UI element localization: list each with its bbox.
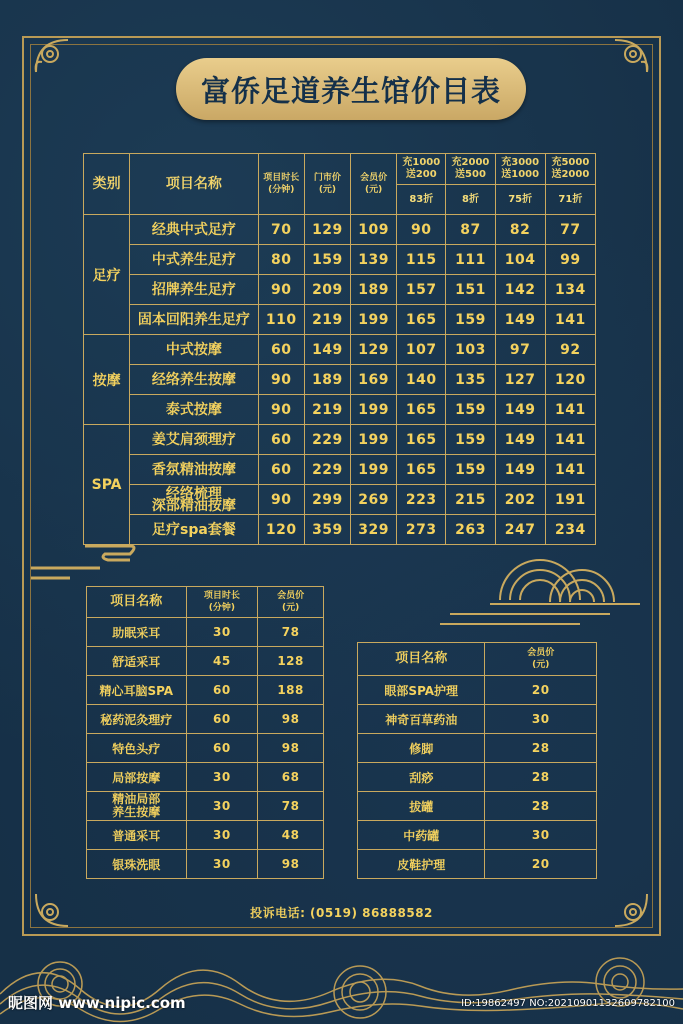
d3-cell: 104 (495, 245, 545, 275)
d4-cell: 234 (545, 515, 595, 545)
store-cell: 229 (304, 425, 350, 455)
table-row (358, 792, 597, 821)
member-cell: 28 (485, 792, 597, 821)
duration-cell: 30 (186, 763, 258, 792)
discount-83: 83折 (397, 185, 446, 215)
table-row (358, 850, 597, 879)
store-cell: 159 (304, 245, 350, 275)
duration-cell: 90 (258, 485, 304, 515)
d1-cell: 115 (397, 245, 446, 275)
member-cell: 269 (351, 485, 397, 515)
store-cell: 149 (304, 335, 350, 365)
item-name-cell: 中式养生足疗 (130, 245, 259, 275)
d2-cell: 111 (446, 245, 495, 275)
item-name-cell: 泰式按摩 (130, 395, 259, 425)
d3-cell: 247 (495, 515, 545, 545)
item-name-cell: 特色头疗 (87, 734, 187, 763)
member-cell: 188 (258, 676, 324, 705)
member-cell: 199 (351, 395, 397, 425)
table-row (84, 425, 596, 455)
table-row (87, 792, 324, 821)
item-name-cell: 中药罐 (358, 821, 485, 850)
duration-cell: 60 (186, 705, 258, 734)
d1-cell: 223 (397, 485, 446, 515)
d2-cell: 263 (446, 515, 495, 545)
page-title: 富侨足道养生馆价目表 (200, 73, 501, 108)
table-row (84, 245, 596, 275)
d4-cell: 92 (545, 335, 595, 365)
right-header-row (358, 643, 597, 676)
item-name-cell: 经络养生按摩 (130, 365, 259, 395)
d2-cell: 159 (446, 305, 495, 335)
member-cell: 30 (485, 821, 597, 850)
d3-cell: 149 (495, 305, 545, 335)
table-row (84, 335, 596, 365)
duration-cell: 90 (258, 365, 304, 395)
table-row (84, 515, 596, 545)
table-row (87, 705, 324, 734)
item-name-cell: 局部按摩 (87, 763, 187, 792)
member-cell: 20 (485, 850, 597, 879)
table-row (358, 705, 597, 734)
d4-cell: 141 (545, 425, 595, 455)
member-cell: 48 (258, 821, 324, 850)
duration-cell: 110 (258, 305, 304, 335)
header-store-price: 门市价 (元) (304, 154, 350, 215)
right-header-member: 会员价 (元) (485, 643, 597, 676)
corner-ornament-top-right-icon (605, 32, 655, 82)
d4-cell: 120 (545, 365, 595, 395)
store-cell: 219 (304, 395, 350, 425)
d3-cell: 202 (495, 485, 545, 515)
member-cell: 129 (351, 335, 397, 365)
left-header-member: 会员价 (元) (258, 587, 324, 618)
right-header-item: 项目名称 (358, 643, 485, 676)
header-member-price: 会员价 (元) (351, 154, 397, 215)
d3-cell: 127 (495, 365, 545, 395)
d1-cell: 165 (397, 395, 446, 425)
item-name-cell: 经络梳理 深部精油按摩 (130, 485, 259, 515)
d1-cell: 157 (397, 275, 446, 305)
item-name-cell: 招牌养生足疗 (130, 275, 259, 305)
left-header-duration: 项目时长 (分钟) (186, 587, 258, 618)
header-category: 类别 (84, 154, 130, 215)
duration-cell: 30 (186, 850, 258, 879)
d4-cell: 134 (545, 275, 595, 305)
member-cell: 68 (258, 763, 324, 792)
d3-cell: 149 (495, 425, 545, 455)
member-cell: 199 (351, 305, 397, 335)
member-cell: 28 (485, 734, 597, 763)
member-cell: 30 (485, 705, 597, 734)
header-row (84, 154, 596, 185)
item-name-cell: 精心耳脑SPA (87, 676, 187, 705)
duration-cell: 90 (258, 275, 304, 305)
member-cell: 189 (351, 275, 397, 305)
member-cell: 109 (351, 215, 397, 245)
title-banner (176, 58, 526, 120)
duration-cell: 30 (186, 792, 258, 821)
category-cell: 按摩 (84, 335, 130, 425)
table-row (84, 275, 596, 305)
header-recharge-1000: 充1000 送200 (397, 154, 446, 185)
header-item: 项目名称 (130, 154, 259, 215)
item-name-cell: 姜艾肩颈理疗 (130, 425, 259, 455)
complaint-phone: 投诉电话: (0519) 86888582 (250, 906, 433, 920)
category-cell: SPA (84, 425, 130, 545)
table-row (358, 734, 597, 763)
table-row (84, 395, 596, 425)
d2-cell: 103 (446, 335, 495, 365)
duration-cell: 30 (186, 618, 258, 647)
duration-cell: 60 (258, 425, 304, 455)
table-row (87, 647, 324, 676)
d4-cell: 99 (545, 245, 595, 275)
member-cell: 199 (351, 455, 397, 485)
d3-cell: 149 (495, 395, 545, 425)
d2-cell: 87 (446, 215, 495, 245)
duration-cell: 60 (258, 455, 304, 485)
d1-cell: 140 (397, 365, 446, 395)
d4-cell: 77 (545, 215, 595, 245)
table-row (87, 734, 324, 763)
table-row (358, 676, 597, 705)
item-name-cell: 神奇百草药油 (358, 705, 485, 734)
d4-cell: 191 (545, 485, 595, 515)
table-row (87, 850, 324, 879)
d1-cell: 273 (397, 515, 446, 545)
d3-cell: 97 (495, 335, 545, 365)
duration-cell: 90 (258, 395, 304, 425)
store-cell: 189 (304, 365, 350, 395)
item-name-cell: 修脚 (358, 734, 485, 763)
d1-cell: 165 (397, 455, 446, 485)
d4-cell: 141 (545, 455, 595, 485)
member-cell: 169 (351, 365, 397, 395)
store-cell: 209 (304, 275, 350, 305)
member-cell: 28 (485, 763, 597, 792)
d2-cell: 159 (446, 455, 495, 485)
duration-cell: 80 (258, 245, 304, 275)
left-price-table (86, 586, 324, 879)
d2-cell: 135 (446, 365, 495, 395)
category-cell: 足疗 (84, 215, 130, 335)
table-row (358, 763, 597, 792)
d2-cell: 215 (446, 485, 495, 515)
table-row (84, 215, 596, 245)
member-cell: 139 (351, 245, 397, 275)
table-row (84, 305, 596, 335)
duration-cell: 30 (186, 821, 258, 850)
item-name-cell: 眼部SPA护理 (358, 676, 485, 705)
right-price-table (357, 642, 597, 879)
item-name-cell: 香氛精油按摩 (130, 455, 259, 485)
d2-cell: 159 (446, 395, 495, 425)
header-recharge-5000: 充5000 送2000 (545, 154, 595, 185)
store-cell: 229 (304, 455, 350, 485)
table-row (84, 485, 596, 515)
watermark-logo: 昵图网 www.nipic.com (8, 994, 186, 1012)
left-table-body (87, 618, 324, 879)
d1-cell: 165 (397, 305, 446, 335)
header-recharge-2000: 充2000 送500 (446, 154, 495, 185)
duration-cell: 70 (258, 215, 304, 245)
table-row (358, 821, 597, 850)
right-table-body (358, 676, 597, 879)
item-name-cell: 秘药泥灸理疗 (87, 705, 187, 734)
main-table-body (84, 215, 596, 545)
member-cell: 78 (258, 792, 324, 821)
header-duration: 项目时长 (分钟) (258, 154, 304, 215)
store-cell: 129 (304, 215, 350, 245)
d2-cell: 159 (446, 425, 495, 455)
d1-cell: 165 (397, 425, 446, 455)
store-cell: 219 (304, 305, 350, 335)
item-name-cell: 拔罐 (358, 792, 485, 821)
table-row (87, 821, 324, 850)
duration-cell: 60 (258, 335, 304, 365)
duration-cell: 60 (186, 676, 258, 705)
d3-cell: 149 (495, 455, 545, 485)
item-name-cell: 刮痧 (358, 763, 485, 792)
member-cell: 78 (258, 618, 324, 647)
member-cell: 20 (485, 676, 597, 705)
duration-cell: 120 (258, 515, 304, 545)
d4-cell: 141 (545, 305, 595, 335)
table-row (87, 676, 324, 705)
item-name-cell: 足疗spa套餐 (130, 515, 259, 545)
member-cell: 128 (258, 647, 324, 676)
left-header-item: 项目名称 (87, 587, 187, 618)
item-name-cell: 舒适采耳 (87, 647, 187, 676)
left-header-row (87, 587, 324, 618)
d1-cell: 90 (397, 215, 446, 245)
item-name-cell: 精油局部 养生按摩 (87, 792, 187, 821)
member-cell: 98 (258, 734, 324, 763)
member-cell: 329 (351, 515, 397, 545)
d2-cell: 151 (446, 275, 495, 305)
corner-ornament-top-left-icon (28, 32, 78, 82)
duration-cell: 45 (186, 647, 258, 676)
item-name-cell: 固本回阳养生足疗 (130, 305, 259, 335)
main-price-table (83, 153, 596, 545)
item-name-cell: 中式按摩 (130, 335, 259, 365)
item-name-cell: 经典中式足疗 (130, 215, 259, 245)
store-cell: 299 (304, 485, 350, 515)
member-cell: 98 (258, 850, 324, 879)
table-row (87, 763, 324, 792)
table-row (84, 365, 596, 395)
table-row (84, 455, 596, 485)
watermark-id: ID:19862497 NO:20210901132609782100 (461, 998, 675, 1009)
discount-8: 8折 (446, 185, 495, 215)
member-cell: 98 (258, 705, 324, 734)
discount-75: 75折 (495, 185, 545, 215)
d4-cell: 141 (545, 395, 595, 425)
header-recharge-3000: 充3000 送1000 (495, 154, 545, 185)
d1-cell: 107 (397, 335, 446, 365)
item-name-cell: 普通采耳 (87, 821, 187, 850)
d3-cell: 82 (495, 215, 545, 245)
item-name-cell: 银珠洗眼 (87, 850, 187, 879)
item-name-cell: 皮鞋护理 (358, 850, 485, 879)
table-row (87, 618, 324, 647)
item-name-cell: 助眠采耳 (87, 618, 187, 647)
duration-cell: 60 (186, 734, 258, 763)
member-cell: 199 (351, 425, 397, 455)
discount-71: 71折 (545, 185, 595, 215)
store-cell: 359 (304, 515, 350, 545)
d3-cell: 142 (495, 275, 545, 305)
